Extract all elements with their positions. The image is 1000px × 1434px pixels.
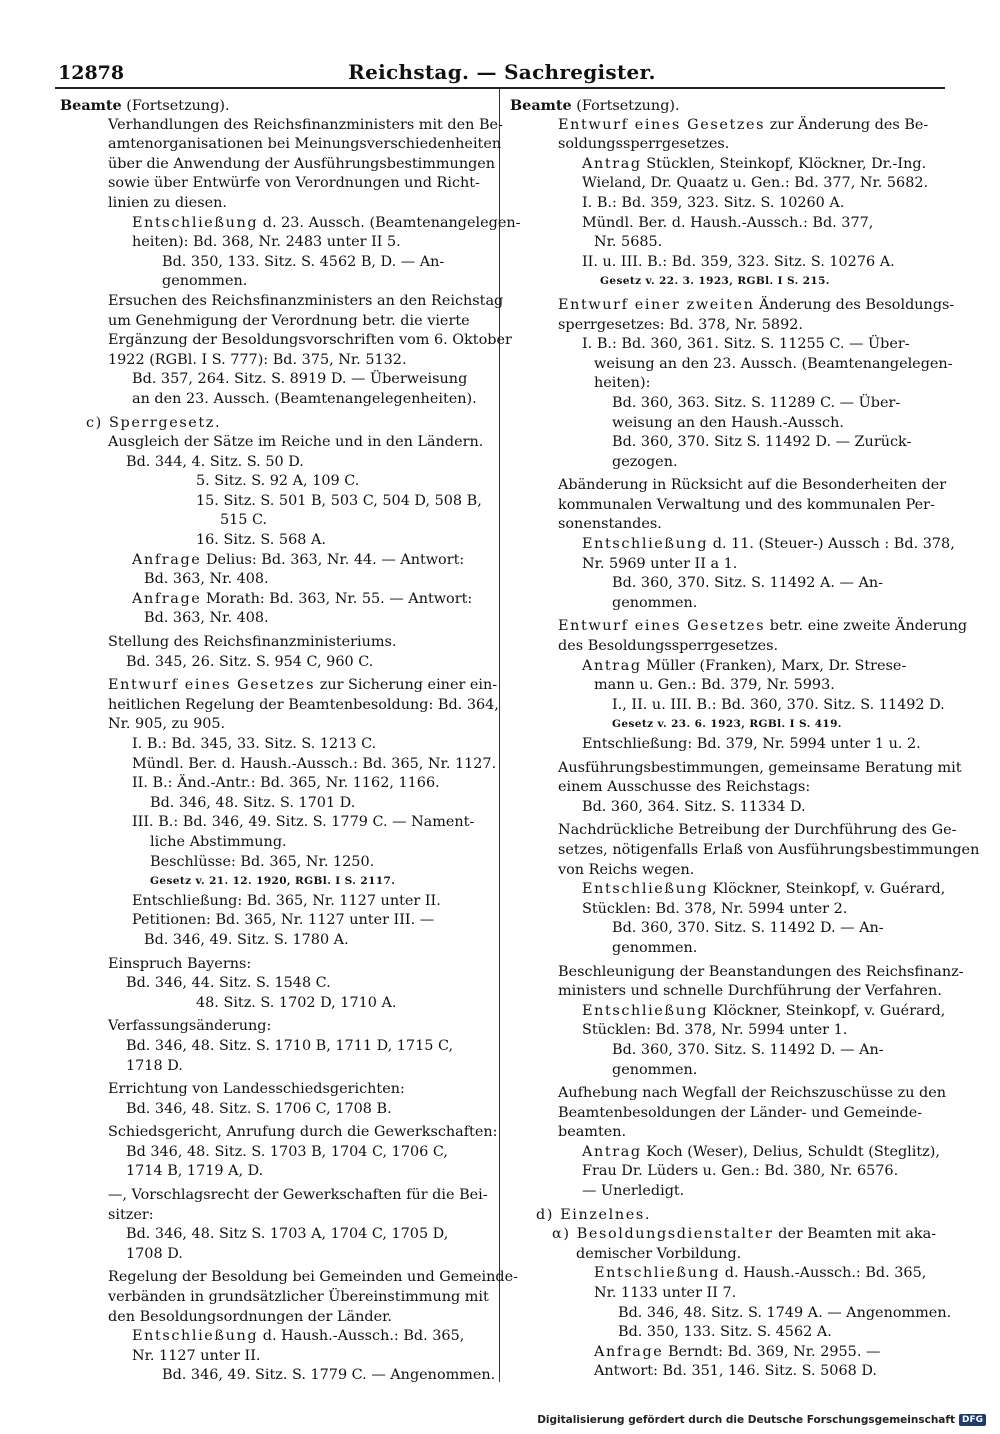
- index-line: Bd. 357, 264. Sitz. S. 8919 D. — Überweisung: [132, 371, 468, 388]
- index-line: demischer Vorbildung.: [576, 1245, 742, 1262]
- index-line: III. B.: Bd. 346, 49. Sitz. S. 1779 C. — Nament-: [132, 814, 475, 831]
- index-line: Entschließung d. Haush.-Aussch.: Bd. 365,: [132, 1328, 465, 1345]
- index-line: weisung an den 23. Aussch. (Beamtenangelegen-: [594, 355, 953, 372]
- index-line: Nachdrückliche Betreibung der Durchführung des Ge-: [558, 822, 957, 839]
- index-line: Ausgleich der Sätze im Reiche und in den Ländern.: [108, 434, 484, 451]
- index-line: verbänden in grundsätzlicher Übereinstimmung mit: [108, 1289, 489, 1306]
- index-line: Bd. 350, 133. Sitz. S. 4562 A.: [618, 1324, 832, 1341]
- index-line: heiten): Bd. 368, Nr. 2483 unter II 5.: [132, 234, 401, 251]
- index-line: Wieland, Dr. Quaatz u. Gen.: Bd. 377, Nr. 5682.: [582, 175, 929, 192]
- index-line: Aufhebung nach Wegfall der Reichszuschüsse zu den: [558, 1085, 947, 1102]
- index-line: Errichtung von Landesschiedsgerichten:: [108, 1081, 405, 1098]
- index-line: genommen.: [612, 1061, 698, 1078]
- index-line: genommen.: [162, 273, 248, 290]
- index-line: über die Anwendung der Ausführungsbestimmungen: [108, 155, 496, 172]
- index-line: einem Ausschusse des Reichstags:: [558, 779, 811, 796]
- index-line: um Genehmigung der Verordnung betr. die vierte: [108, 312, 470, 329]
- index-line: I. B.: Bd. 345, 33. Sitz. S. 1213 C.: [132, 736, 377, 752]
- index-line: Ausführungsbestimmungen, gemeinsame Beratung mit: [558, 759, 962, 776]
- index-line: II. u. III. B.: Bd. 359, 323. Sitz. S. 10276 A.: [582, 253, 895, 270]
- index-line: Bd. 360, 363. Sitz. S. 11289 C. — Über-: [612, 394, 901, 411]
- index-line: 15. Sitz. S. 501 B, 503 C, 504 D, 508 B,: [196, 492, 482, 509]
- index-line: 515 C.: [220, 512, 268, 529]
- index-line: 48. Sitz. S. 1702 D, 1710 A.: [196, 994, 397, 1011]
- index-line: Entwurf eines Gesetzes zur Änderung des Be-: [558, 116, 929, 133]
- index-line: Stellung des Reichsfinanzministeriums.: [108, 634, 397, 651]
- index-line: Bd. 346, 48. Sitz. S. 1749 A. — Angenommen.: [618, 1304, 952, 1321]
- index-line: Beschleunigung der Beanstandungen des Reichsfinanz-: [558, 963, 964, 980]
- index-line: Entschließung: Bd. 379, Nr. 5994 unter 1 u. 2.: [582, 736, 921, 752]
- index-line: Antrag Stücklen, Steinkopf, Klöckner, Dr.-Ing.: [582, 155, 927, 172]
- index-line: Beamtenbesoldungen der Länder- und Gemeinde-: [558, 1104, 923, 1121]
- index-line: Bd. 346, 48. Sitz. S. 1706 C, 1708 B.: [126, 1100, 392, 1117]
- header-rule: [55, 87, 945, 89]
- index-line: 1708 D.: [126, 1245, 183, 1262]
- index-line: Entschließung Klöckner, Steinkopf, v. Guérard,: [582, 881, 946, 898]
- index-line: Bd 346, 48. Sitz. S. 1703 B, 1704 C, 1706 C,: [126, 1143, 448, 1160]
- index-line: den Besoldungsordnungen der Länder.: [108, 1308, 392, 1325]
- index-line: Bd. 363, Nr. 408.: [144, 610, 269, 627]
- index-line: Entschließung: Bd. 365, Nr. 1127 unter II.: [132, 892, 441, 909]
- index-line: Entschließung Klöckner, Steinkopf, v. Guérard,: [582, 1002, 946, 1019]
- index-line: 16. Sitz. S. 568 A.: [196, 532, 326, 549]
- footer-text: Digitalisierung gefördert durch die Deutsche Forschungsgemeinschaft: [537, 1414, 955, 1426]
- index-line: 1714 B, 1719 A, D.: [126, 1163, 264, 1180]
- footer-credit: [537, 1414, 986, 1426]
- index-line: an den 23. Aussch. (Beamtenangelegenheiten).: [132, 390, 477, 407]
- index-line: Abänderung in Rücksicht auf die Besonderheiten der: [558, 477, 947, 494]
- index-line: Mündl. Ber. d. Haush.-Aussch.: Bd. 365, Nr. 1127.: [132, 755, 497, 772]
- index-line: genommen.: [612, 939, 698, 956]
- index-line: Schiedsgericht, Anrufung durch die Gewerkschaften:: [108, 1124, 498, 1141]
- index-line: Stücklen: Bd. 378, Nr. 5994 unter 2.: [582, 900, 848, 917]
- column-divider: [499, 89, 500, 1382]
- index-line: mann u. Gen.: Bd. 379, Nr. 5993.: [594, 677, 835, 694]
- index-line: Einspruch Bayerns:: [108, 955, 252, 972]
- index-line: Nr. 905, zu 905.: [108, 716, 226, 733]
- index-line: Stücklen: Bd. 378, Nr. 5994 unter 1.: [582, 1022, 848, 1039]
- index-line: Ergänzung der Besoldungsvorschriften vom 6. Oktober: [108, 332, 512, 349]
- index-line: Entschließung d. 11. (Steuer-) Aussch : Bd. 378,: [582, 536, 955, 553]
- index-line: sitzer:: [108, 1206, 154, 1223]
- index-line: Antwort: Bd. 351, 146. Sitz. S. 5068 D.: [594, 1363, 877, 1380]
- index-line: Bd. 350, 133. Sitz. S. 4562 B, D. — An-: [162, 253, 445, 270]
- index-line: Bd. 360, 370. Sitz S. 11492 D. — Zurück-: [612, 434, 912, 451]
- index-line: Petitionen: Bd. 365, Nr. 1127 unter III. —: [132, 912, 435, 929]
- index-line: Entwurf einer zweiten Änderung des Besoldungs-: [558, 296, 955, 313]
- index-line: c) Sperrgesetz.: [86, 414, 222, 431]
- index-line: von Reichs wegen.: [558, 861, 695, 878]
- index-line: Entwurf eines Gesetzes betr. eine zweite Änderung: [558, 618, 968, 635]
- index-line: ministers und schnelle Durchführung der Verfahren.: [558, 983, 942, 1000]
- index-line: Nr. 5969 unter II a 1.: [582, 555, 738, 572]
- index-line: Beamte (Fortsetzung).: [510, 97, 680, 114]
- index-line: heitlichen Regelung der Beamtenbesoldung: Bd. 364,: [108, 696, 499, 713]
- index-line: sowie über Entwürfe von Verordnungen und Richt-: [108, 175, 480, 192]
- left-column: [60, 96, 521, 1386]
- index-line: Verfassungsänderung:: [108, 1018, 272, 1035]
- dfg-logo: DFG: [959, 1414, 986, 1426]
- index-line: Gesetz v. 23. 6. 1923, RGBl. I S. 419.: [612, 718, 842, 731]
- index-line: Bd. 346, 48. Sitz. S. 1710 B, 1711 D, 1715 C,: [126, 1037, 454, 1054]
- index-line: 5. Sitz. S. 92 A, 109 C.: [196, 473, 360, 490]
- index-line: sperrgesetzes: Bd. 378, Nr. 5892.: [558, 316, 803, 333]
- index-line: setzes, nötigenfalls Erlaß von Ausführungsbestimmungen: [558, 841, 980, 858]
- index-line: Bd. 346, 49. Sitz. S. 1779 C. — Angenommen.: [162, 1367, 496, 1384]
- page-header: [58, 58, 946, 88]
- index-line: Bd. 360, 370. Sitz. S. 11492 A. — An-: [612, 575, 884, 592]
- index-line: I. B.: Bd. 359, 323. Sitz. S. 10260 A.: [582, 194, 845, 211]
- index-line: Bd. 344, 4. Sitz. S. 50 D.: [126, 453, 304, 470]
- index-line: Beschlüsse: Bd. 365, Nr. 1250.: [150, 853, 375, 870]
- page-number: 12878: [58, 62, 125, 84]
- index-line: Bd. 360, 370. Sitz. S. 11492 D. — An-: [612, 920, 884, 937]
- index-line: Frau Dr. Lüders u. Gen.: Bd. 380, Nr. 6576.: [582, 1163, 899, 1180]
- index-line: Nr. 1133 unter II 7.: [594, 1285, 737, 1302]
- index-line: Bd. 346, 48. Sitz. S. 1701 D.: [150, 794, 356, 811]
- index-line: beamten.: [558, 1124, 627, 1141]
- index-line: Nr. 1127 unter II.: [132, 1347, 261, 1364]
- index-line: Gesetz v. 22. 3. 1923, RGBl. I S. 215.: [600, 275, 830, 288]
- index-line: sonenstandes.: [558, 516, 662, 533]
- index-line: heiten):: [594, 375, 651, 392]
- index-line: Entschließung d. Haush.-Aussch.: Bd. 365,: [594, 1265, 927, 1282]
- index-line: Bd. 346, 49. Sitz. S. 1780 A.: [144, 931, 349, 948]
- index-line: α) Besoldungsdienstalter der Beamten mit aka-: [552, 1226, 937, 1243]
- index-line: Entschließung d. 23. Aussch. (Beamtenangelegen-: [132, 214, 521, 231]
- index-line: kommunalen Verwaltung und des kommunalen Per-: [558, 496, 935, 513]
- index-line: Bd. 363, Nr. 408.: [144, 571, 269, 588]
- index-line: Nr. 5685.: [594, 234, 663, 251]
- index-line: Entwurf eines Gesetzes zur Sicherung einer ein-: [108, 677, 498, 694]
- index-line: Anfrage Delius: Bd. 363, Nr. 44. — Antwort:: [132, 551, 465, 568]
- index-line: Gesetz v. 21. 12. 1920, RGBl. I S. 2117.: [150, 875, 396, 888]
- index-line: Verhandlungen des Reichsfinanzministers mit den Be-: [108, 116, 503, 133]
- index-line: Beamte (Fortsetzung).: [60, 97, 230, 114]
- index-line: I., II. u. III. B.: Bd. 360, 370. Sitz. S. 11492 D.: [612, 696, 945, 713]
- index-line: II. B.: Änd.-Antr.: Bd. 365, Nr. 1162, 1166.: [132, 775, 440, 792]
- index-line: genommen.: [612, 594, 698, 611]
- index-line: Regelung der Besoldung bei Gemeinden und Gemeinde-: [108, 1269, 518, 1286]
- index-line: Ersuchen des Reichsfinanzministers an den Reichstag: [108, 292, 504, 309]
- index-line: d) Einzelnes.: [536, 1206, 652, 1223]
- index-line: Mündl. Ber. d. Haush.-Aussch.: Bd. 377,: [582, 214, 874, 231]
- index-line: Antrag Müller (Franken), Marx, Dr. Strese-: [582, 657, 907, 674]
- index-line: —, Vorschlagsrecht der Gewerkschaften für die Bei-: [108, 1187, 488, 1204]
- index-line: liche Abstimmung.: [150, 833, 287, 850]
- index-line: soldungssperrgesetzes.: [558, 136, 730, 153]
- index-line: Anfrage Morath: Bd. 363, Nr. 55. — Antwort:: [132, 590, 473, 607]
- index-line: des Besoldungssperrgesetzes.: [558, 638, 779, 655]
- index-line: Bd. 346, 48. Sitz S. 1703 A, 1704 C, 1705 D,: [126, 1226, 449, 1243]
- index-line: Bd. 360, 370. Sitz. S. 11492 D. — An-: [612, 1041, 884, 1058]
- index-line: I. B.: Bd. 360, 361. Sitz. S. 11255 C. — Über-: [582, 336, 910, 353]
- running-title: Reichstag. — Sachregister.: [348, 60, 656, 84]
- index-line: 1922 (RGBl. I S. 777): Bd. 375, Nr. 5132.: [108, 351, 407, 368]
- index-line: gezogen.: [612, 453, 678, 470]
- index-line: amtenorganisationen bei Meinungsverschiedenheiten: [108, 136, 502, 153]
- index-line: linien zu diesen.: [108, 194, 227, 211]
- index-line: weisung an den Haush.-Aussch.: [612, 414, 844, 431]
- index-line: — Unerledigt.: [582, 1183, 685, 1200]
- index-line: Bd. 345, 26. Sitz. S. 954 C, 960 C.: [126, 653, 374, 670]
- right-column: [510, 96, 980, 1382]
- index-line: Bd. 346, 44. Sitz. S. 1548 C.: [126, 975, 331, 992]
- index-line: 1718 D.: [126, 1057, 183, 1074]
- index-line: Bd. 360, 364. Sitz. S. 11334 D.: [582, 798, 806, 815]
- index-line: Antrag Koch (Weser), Delius, Schuldt (Steglitz),: [582, 1143, 940, 1160]
- index-line: Anfrage Berndt: Bd. 369, Nr. 2955. —: [594, 1343, 881, 1360]
